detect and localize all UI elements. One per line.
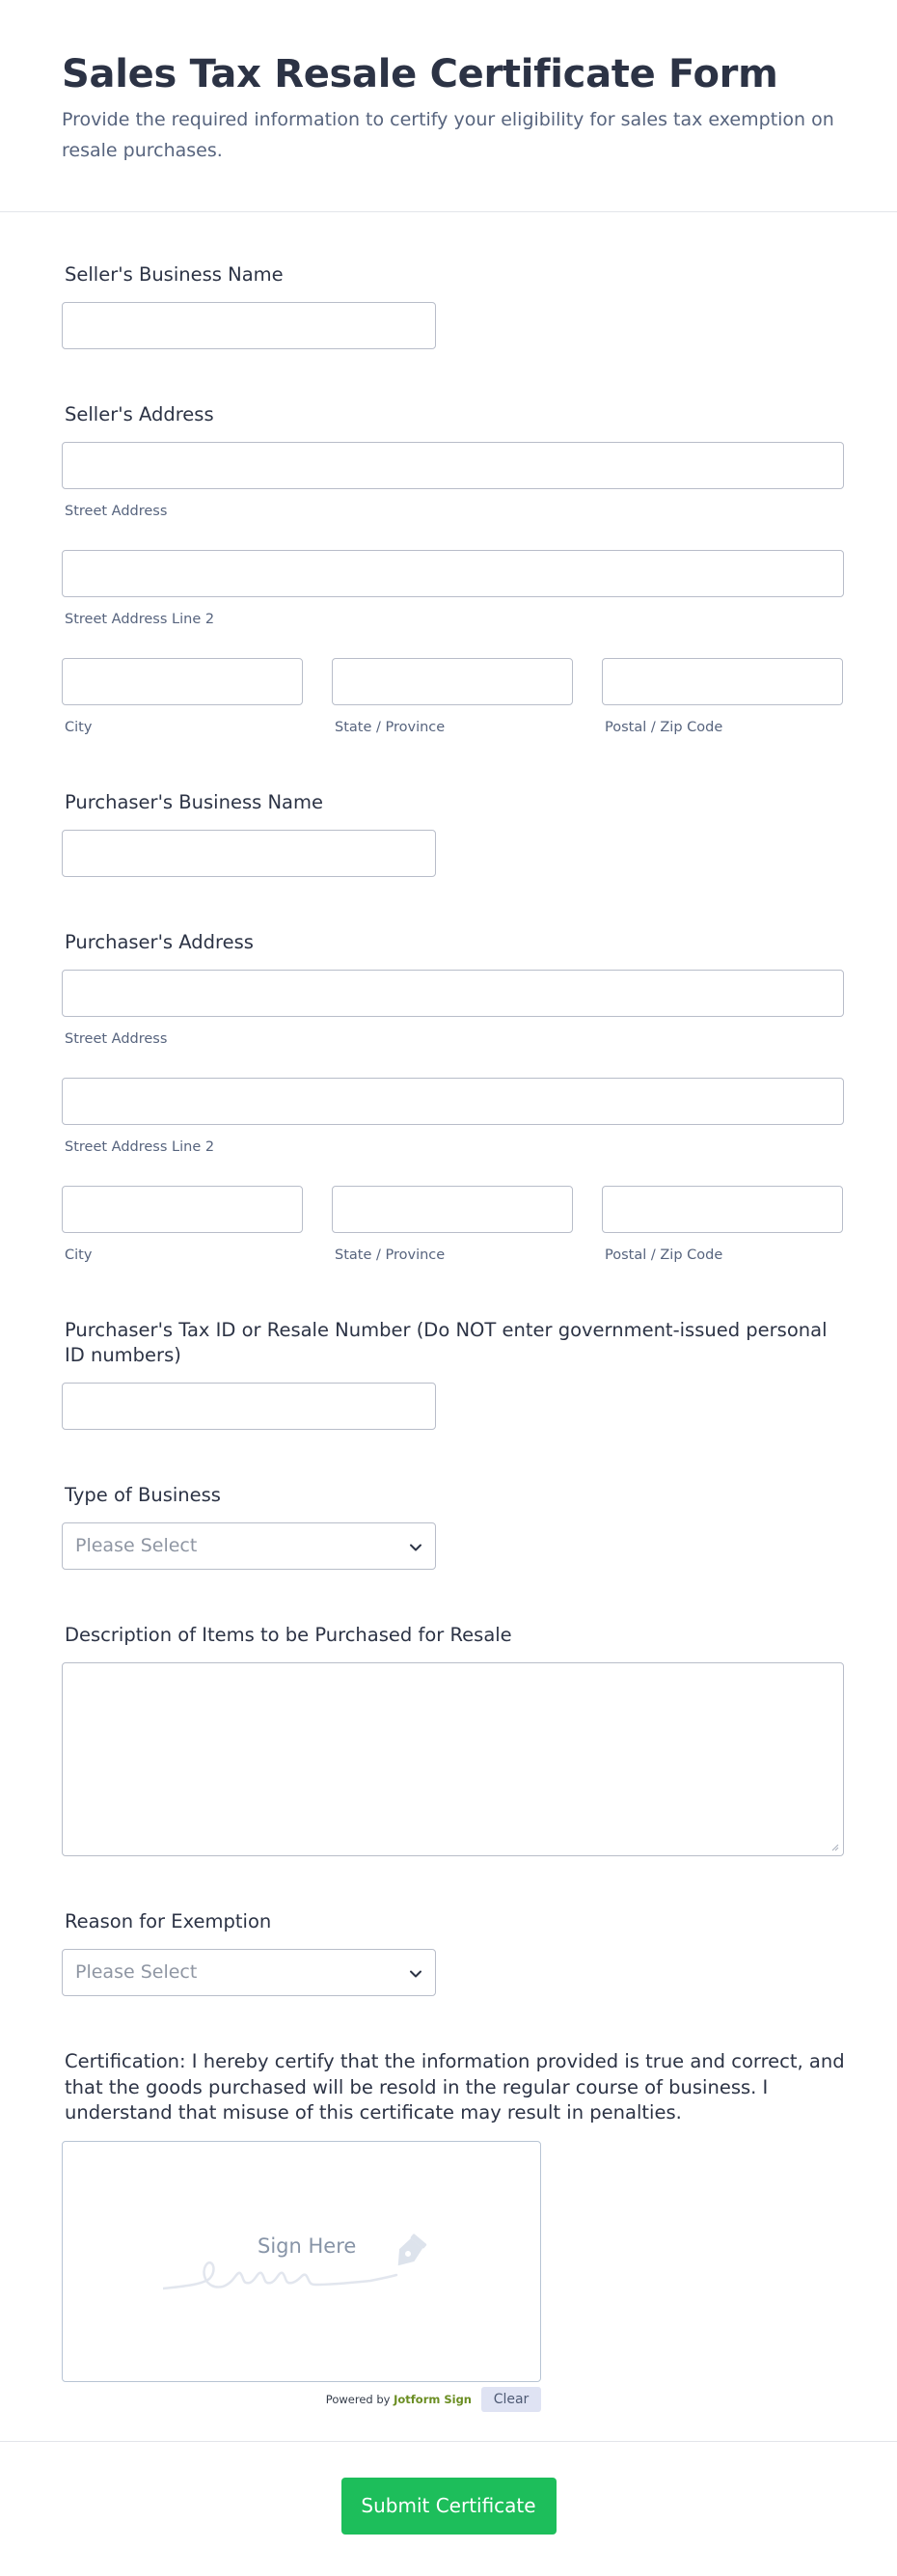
- exemption-select[interactable]: [62, 1949, 436, 1996]
- business-type-select[interactable]: [62, 1522, 436, 1570]
- seller-state-sublabel: State / Province: [335, 720, 446, 735]
- chevron-down-icon: [408, 1966, 423, 1982]
- form-body: [0, 212, 897, 2412]
- seller-street-sublabel: Street Address: [65, 504, 168, 519]
- jotform-sign-brand: Jotform Sign: [394, 2392, 472, 2406]
- business-type-field: [62, 1483, 835, 1570]
- powered-by-text: [326, 2393, 472, 2406]
- seller-name-input[interactable]: [62, 302, 436, 349]
- powered-prefix: Powered by: [325, 2392, 391, 2406]
- tax-id-input[interactable]: [62, 1383, 436, 1430]
- clear-signature-button[interactable]: Clear: [481, 2387, 541, 2412]
- certification-field: [62, 2049, 845, 2412]
- purchaser-street2-sublabel: Street Address Line 2: [65, 1139, 215, 1155]
- submit-button[interactable]: Submit Certificate: [341, 2478, 557, 2535]
- seller-street2-sublabel: Street Address Line 2: [65, 612, 215, 627]
- tax-id-label: Purchaser's Tax ID or Resale Number (Do NOT enter government-issued personal ID numbers): [65, 1319, 828, 1366]
- form-footer: [0, 2441, 897, 2576]
- seller-city-input[interactable]: [62, 658, 303, 705]
- page-title: Sales Tax Resale Certificate Form: [62, 52, 778, 96]
- purchaser-address-label: Purchaser's Address: [65, 931, 254, 953]
- purchaser-address-field: [62, 930, 835, 1265]
- purchaser-street-sublabel: Street Address: [65, 1031, 168, 1047]
- exemption-label: Reason for Exemption: [65, 1910, 272, 1932]
- seller-street2-input[interactable]: [62, 550, 844, 597]
- seller-postal-sublabel: Postal / Zip Code: [605, 720, 723, 735]
- resize-handle-icon[interactable]: [829, 1842, 839, 1851]
- exemption-placeholder: Please Select: [75, 1961, 198, 1983]
- purchaser-postal-sublabel: Postal / Zip Code: [605, 1247, 723, 1263]
- seller-postal-input[interactable]: [602, 658, 843, 705]
- purchaser-city-sublabel: City: [65, 1247, 93, 1263]
- seller-address-field: [62, 402, 835, 737]
- purchaser-street2-input[interactable]: [62, 1078, 844, 1125]
- page-subtitle: Provide the required information to certify your eligibility for sales tax exemption on resale purchases.: [62, 109, 834, 161]
- description-label: Description of Items to be Purchased for Resale: [65, 1624, 512, 1646]
- purchaser-name-field: [62, 790, 835, 877]
- purchaser-postal-input[interactable]: [602, 1186, 843, 1233]
- tax-id-field: [62, 1318, 835, 1430]
- purchaser-state-input[interactable]: [332, 1186, 573, 1233]
- seller-city-sublabel: City: [65, 720, 93, 735]
- certification-label: Certification: I hereby certify that the information provided is true and correct, and that the goods purchased will be resold in the regular course of business. I understand that misuse of this certificate may result in penalties.: [65, 2050, 845, 2124]
- form-header: [0, 0, 897, 212]
- chevron-down-icon: [408, 1540, 423, 1555]
- purchaser-street-input[interactable]: [62, 970, 844, 1017]
- purchaser-state-sublabel: State / Province: [335, 1247, 446, 1263]
- description-field: [62, 1623, 835, 1856]
- business-type-placeholder: Please Select: [75, 1535, 198, 1556]
- purchaser-city-input[interactable]: [62, 1186, 303, 1233]
- sign-here-text: Sign Here: [258, 2233, 357, 2258]
- seller-state-input[interactable]: [332, 658, 573, 705]
- description-textarea[interactable]: [62, 1662, 844, 1856]
- signature-footer: [62, 2387, 541, 2412]
- seller-address-label: Seller's Address: [65, 403, 214, 425]
- seller-name-field: [62, 262, 835, 349]
- seller-street-input[interactable]: [62, 442, 844, 489]
- seller-name-label: Seller's Business Name: [65, 263, 284, 286]
- purchaser-name-input[interactable]: [62, 830, 436, 877]
- pen-nib-icon: [391, 2233, 427, 2271]
- purchaser-name-label: Purchaser's Business Name: [65, 791, 324, 813]
- business-type-label: Type of Business: [65, 1484, 221, 1506]
- signature-pad[interactable]: [62, 2141, 541, 2382]
- exemption-field: [62, 1909, 835, 1996]
